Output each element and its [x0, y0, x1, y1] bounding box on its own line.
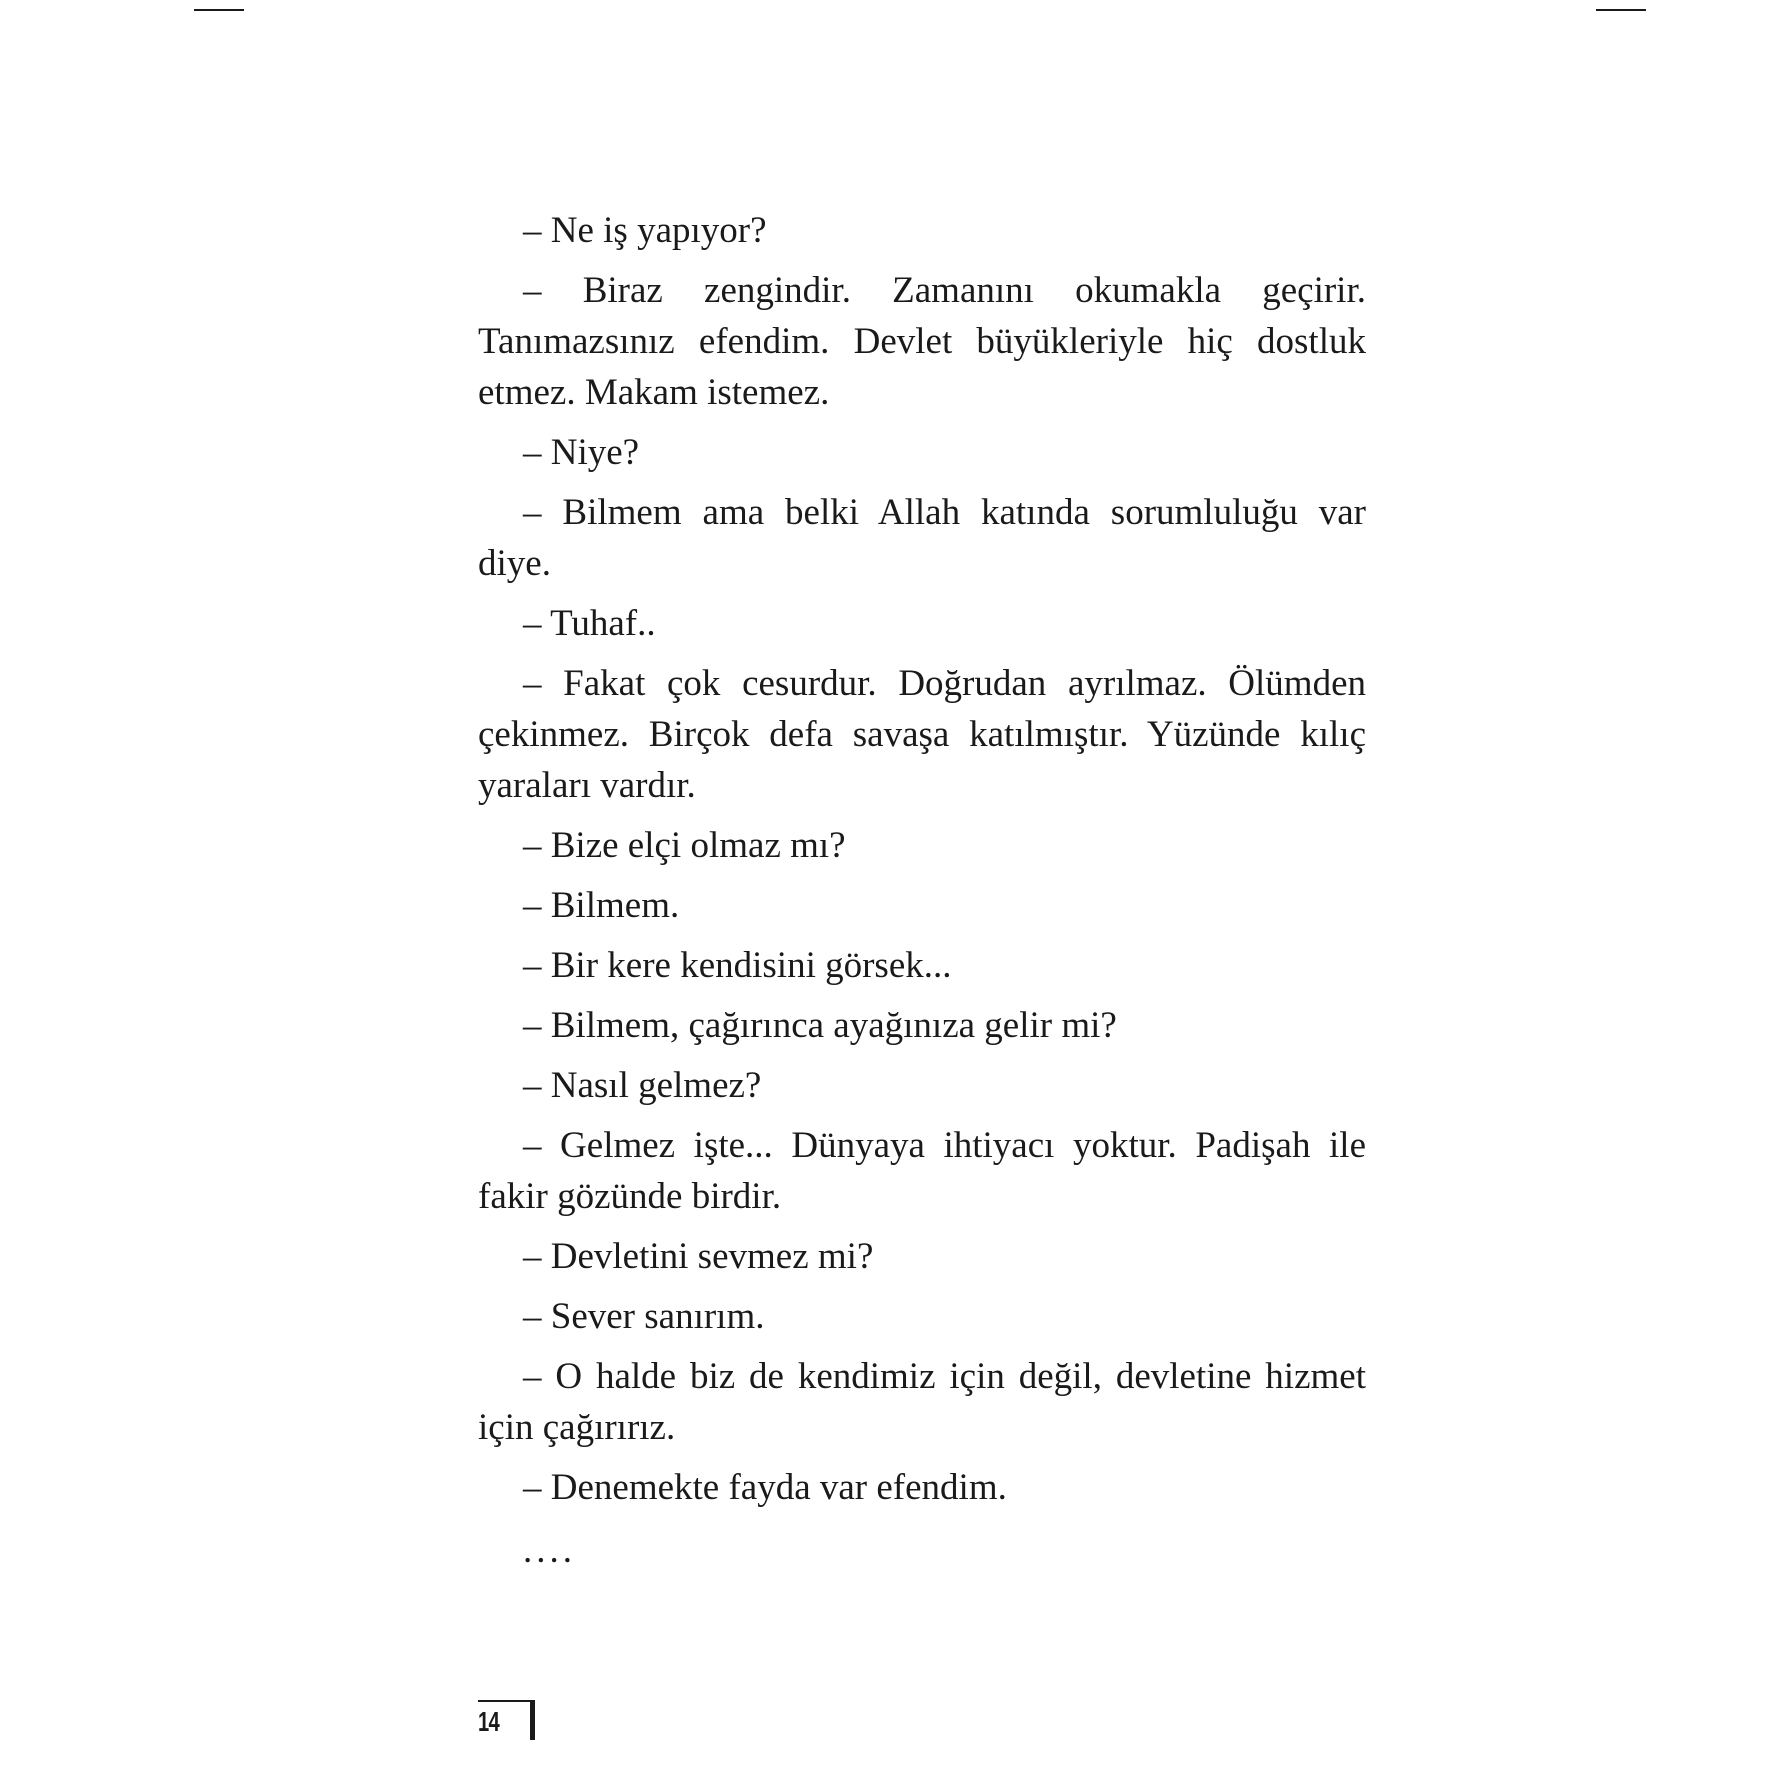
crop-mark-right: [1596, 9, 1646, 11]
section-ellipsis: ....: [523, 1530, 576, 1571]
dialogue-line: – O halde biz de kendimiz için değil, devletine hizmet için çağırırız.: [478, 1356, 1366, 1448]
page-number: 14: [478, 1706, 499, 1737]
dialogue-line: – Tuhaf..: [523, 603, 656, 644]
folio-rule: [478, 1700, 530, 1702]
dialogue-line: – Bilmem, çağırınca ayağınıza gelir mi?: [523, 1005, 1117, 1046]
crop-mark-left: [194, 9, 244, 11]
dialogue-line: – Denemekte fayda var efendim.: [523, 1467, 1007, 1508]
dialogue-line: – Niye?: [523, 432, 640, 473]
dialogue-line: – Bilmem ama belki Allah katında sorumluluğu var diye.: [478, 492, 1366, 584]
dialogue-line: – Nasıl gelmez?: [523, 1065, 762, 1106]
folio-bar: [530, 1700, 535, 1740]
dialogue-line: – Sever sanırım.: [523, 1296, 765, 1337]
dialogue-line: – Ne iş yapıyor?: [523, 210, 767, 251]
dialogue-line: – Biraz zengindir. Zamanını okumakla geçirir. Tanımazsınız efendim. Devlet büyükleriyle hiç dostluk etmez. Makam istemez.: [478, 270, 1366, 413]
dialogue-line: – Bir kere kendisini görsek...: [523, 945, 952, 986]
dialogue-line: – Fakat çok cesurdur. Doğrudan ayrılmaz. Ölümden çekinmez. Birçok defa savaşa katılmıştır. Yüzünde kılıç yaraları vardır.: [478, 663, 1366, 806]
dialogue-line: – Bize elçi olmaz mı?: [523, 825, 846, 866]
dialogue-line: – Devletini sevmez mi?: [523, 1236, 874, 1277]
dialogue-line: – Bilmem.: [523, 885, 680, 926]
folio: [478, 1700, 538, 1744]
dialogue-line: – Gelmez işte... Dünyaya ihtiyacı yoktur. Padişah ile fakir gözünde birdir.: [478, 1125, 1366, 1217]
page-body-text: [478, 205, 1366, 1576]
